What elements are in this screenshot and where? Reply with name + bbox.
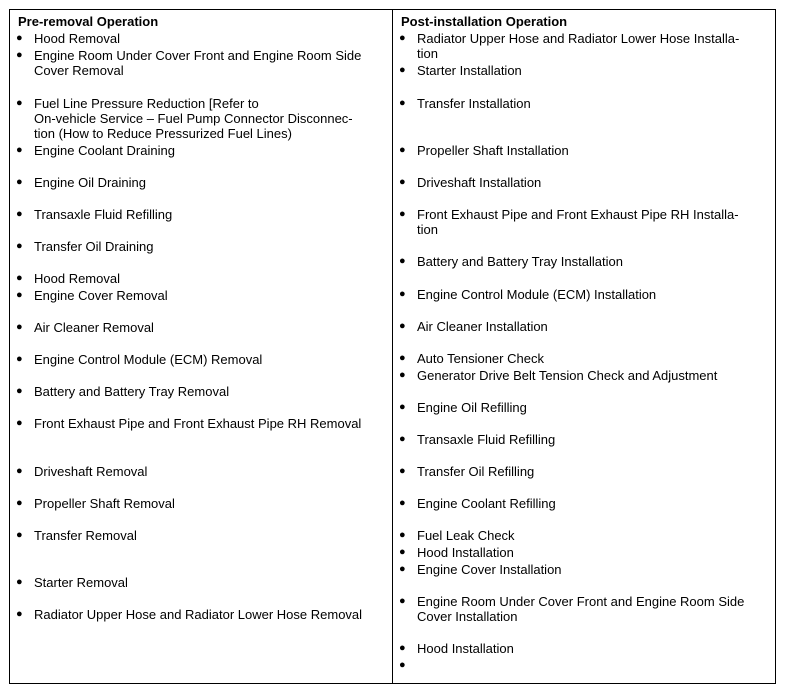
bullet-icon: ● [399, 255, 406, 267]
list-item-text [34, 48, 379, 78]
bullet-icon: ● [399, 563, 406, 575]
list-item-text [417, 594, 762, 624]
list-item-text [417, 207, 762, 237]
list-item-line: tion (How to Reduce Pressurized Fuel Lines) [34, 126, 292, 141]
list-item-line: Cover Removal [34, 63, 124, 78]
list-item-text [34, 239, 379, 254]
bullet-icon: ● [16, 289, 23, 301]
bullet-icon: ● [399, 144, 406, 156]
list-item-line: Starter Installation [417, 63, 522, 78]
list-item-line: Starter Removal [34, 575, 128, 590]
bullet-icon: ● [399, 352, 406, 364]
bullet-icon: ● [399, 546, 406, 558]
bullet-icon: ● [16, 465, 23, 477]
bullet-icon: ● [16, 144, 23, 156]
list-item-text [417, 63, 762, 78]
list-item-line: Hood Installation [417, 545, 514, 560]
list-item-text [417, 641, 762, 656]
bullet-icon: ● [399, 642, 406, 654]
list-item-line: Driveshaft Removal [34, 464, 148, 479]
list-item-text [417, 562, 762, 577]
list-item-line: Transaxle Fluid Refilling [417, 432, 556, 447]
bullet-icon: ● [16, 208, 23, 220]
list-item-line: Engine Room Under Cover Front and Engine Room Side [417, 594, 745, 609]
list-item-text [34, 320, 379, 335]
list-item-line: Propeller Shaft Installation [417, 143, 569, 158]
list-item-line: Transfer Removal [34, 528, 137, 543]
list-item-text [34, 271, 379, 286]
list-item-text [417, 319, 762, 334]
list-item-line: Engine Coolant Refilling [417, 496, 556, 511]
list-item-text [34, 175, 379, 190]
list-item-line: Fuel Leak Check [417, 528, 515, 543]
list-item-text [34, 96, 379, 141]
list-item-line: Front Exhaust Pipe and Front Exhaust Pipe RH Removal [34, 416, 362, 431]
bullet-icon: ● [399, 288, 406, 300]
list-item-line: Generator Drive Belt Tension Check and Adjustment [417, 368, 718, 383]
list-item-text [34, 352, 379, 367]
bullet-icon: ● [16, 497, 23, 509]
list-item-text [417, 545, 762, 560]
bullet-icon: ● [16, 417, 23, 429]
bullet-icon: ● [16, 97, 23, 109]
list-item-line: Engine Oil Draining [34, 175, 147, 190]
bullet-icon: ● [16, 385, 23, 397]
bullet-icon: ● [399, 595, 406, 607]
list-item-text [34, 31, 379, 46]
bullet-icon: ● [16, 32, 23, 44]
list-item-line: Auto Tensioner Check [417, 351, 544, 366]
list-item-text [417, 368, 762, 383]
list-item-line: Front Exhaust Pipe and Front Exhaust Pipe RH Installa- [417, 207, 739, 222]
list-item-line: Engine Control Module (ECM) Removal [34, 352, 263, 367]
list-item-line: Radiator Upper Hose and Radiator Lower Hose Installa- [417, 31, 740, 46]
bullet-icon: ● [399, 320, 406, 332]
list-item-text [34, 575, 379, 590]
list-item-text [417, 143, 762, 158]
list-item-line: Engine Coolant Draining [34, 143, 175, 158]
bullet-icon: ● [399, 32, 406, 44]
bullet-icon: ● [399, 497, 406, 509]
list-item-line: Cover Installation [417, 609, 518, 624]
list-item-text [34, 607, 379, 622]
list-item-text [417, 287, 762, 302]
list-item-line: tion [417, 222, 438, 237]
list-item-text [34, 464, 379, 479]
post-installation-header: Post-installation Operation [401, 14, 568, 29]
operations-table [9, 9, 776, 684]
bullet-icon: ● [16, 353, 23, 365]
list-item-text [417, 464, 762, 479]
list-item-line: Engine Room Under Cover Front and Engine Room Side [34, 48, 362, 63]
list-item-text [417, 432, 762, 447]
list-item-text [417, 528, 762, 543]
list-item-line: Transaxle Fluid Refilling [34, 207, 173, 222]
bullet-icon: ● [399, 401, 406, 413]
column-divider [392, 10, 393, 683]
list-item-line: Engine Control Module (ECM) Installation [417, 287, 657, 302]
list-item-text [34, 528, 379, 543]
bullet-icon: ● [399, 369, 406, 381]
list-item-text [34, 207, 379, 222]
list-item-line: tion [417, 46, 438, 61]
list-item-text [34, 496, 379, 511]
list-item-line: Hood Installation [417, 641, 514, 656]
bullet-icon: ● [16, 576, 23, 588]
list-item-text [417, 175, 762, 190]
list-item-text [417, 400, 762, 415]
list-item-text [417, 31, 762, 61]
list-item-text [34, 384, 379, 399]
list-item-text [34, 143, 379, 158]
list-item-line: Air Cleaner Removal [34, 320, 154, 335]
list-item-line: Propeller Shaft Removal [34, 496, 175, 511]
list-item-line: Battery and Battery Tray Installation [417, 254, 623, 269]
bullet-icon: ● [399, 465, 406, 477]
pre-removal-header: Pre-removal Operation [18, 14, 159, 29]
bullet-icon: ● [399, 208, 406, 220]
list-item-text [417, 351, 762, 366]
list-item-line: Radiator Upper Hose and Radiator Lower Hose Removal [34, 607, 363, 622]
list-item-text [417, 496, 762, 511]
list-item-line: Hood Removal [34, 31, 120, 46]
bullet-icon: ● [16, 321, 23, 333]
bullet-icon: ● [16, 272, 23, 284]
list-item-line: Air Cleaner Installation [417, 319, 548, 334]
bullet-icon: ● [16, 608, 23, 620]
list-item-line: Engine Oil Refilling [417, 400, 527, 415]
list-item-line: Transfer Installation [417, 96, 531, 111]
bullet-icon: ● [399, 176, 406, 188]
bullet-icon: ● [399, 433, 406, 445]
list-item-text [417, 254, 762, 269]
list-item-line: Driveshaft Installation [417, 175, 542, 190]
list-item-line: Engine Cover Removal [34, 288, 168, 303]
list-item-text [34, 288, 379, 303]
list-item-line: Battery and Battery Tray Removal [34, 384, 230, 399]
bullet-icon: ● [399, 97, 406, 109]
bullet-icon: ● [16, 240, 23, 252]
bullet-icon: ● [399, 64, 406, 76]
bullet-icon: ● [16, 529, 23, 541]
list-item-text [34, 416, 379, 431]
list-item-line: Fuel Line Pressure Reduction [Refer to [34, 96, 259, 111]
bullet-icon: ● [399, 659, 406, 671]
list-item-line: Engine Cover Installation [417, 562, 562, 577]
list-item-line: Transfer Oil Draining [34, 239, 154, 254]
list-item-line: Hood Removal [34, 271, 120, 286]
bullet-icon: ● [16, 49, 23, 61]
bullet-icon: ● [16, 176, 23, 188]
list-item-text [417, 96, 762, 111]
bullet-icon: ● [399, 529, 406, 541]
list-item-line: Transfer Oil Refilling [417, 464, 535, 479]
list-item-line: On-vehicle Service – Fuel Pump Connector Disconnec- [34, 111, 353, 126]
